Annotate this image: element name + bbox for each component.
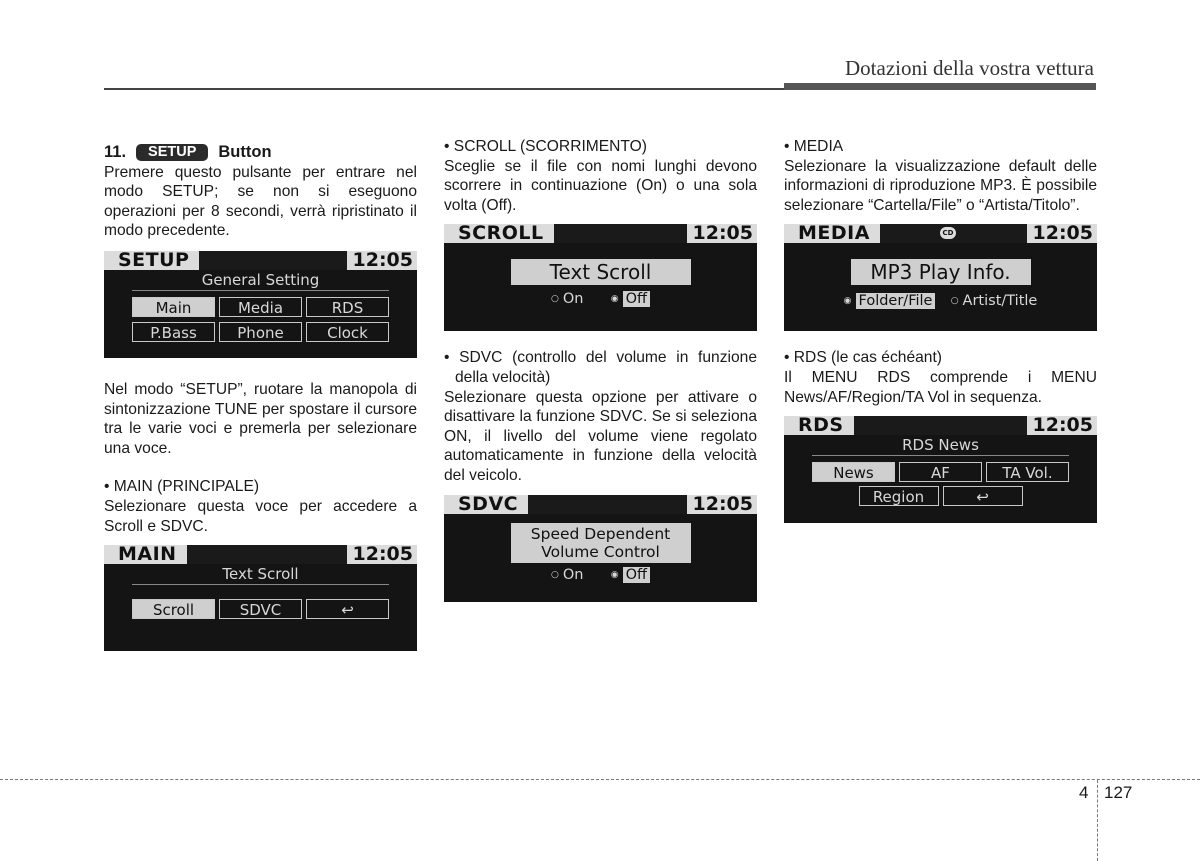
screen-subtitle: Text Scroll [222, 565, 299, 584]
screen-clock: 12:05 [687, 224, 757, 243]
setup-intro-text: Premere questo pulsante per entrare nel modo SETUP; se non si eseguono operazioni per 8 secondi, verrà ripristinato il modo precedente. [104, 163, 417, 240]
screen-name: SCROLL [444, 224, 554, 243]
scroll-screen [444, 224, 757, 331]
main-screen [104, 545, 417, 651]
media-screen [784, 224, 1097, 331]
menu-button-news[interactable]: News [812, 462, 895, 482]
menu-button-pbass[interactable]: P.Bass [132, 322, 215, 342]
screen-name: MEDIA [784, 224, 880, 243]
section-heading [104, 143, 417, 163]
menu-button-phone[interactable]: Phone [219, 322, 302, 342]
column-3 [784, 137, 1097, 523]
back-button[interactable]: ↩ [943, 486, 1023, 506]
setup-navigation-text: Nel modo “SETUP”, ruotare la manopola di sintonizzazione TUNE per spostare il cursore tra le varie voci e premerla per selezionare una voce. [104, 380, 417, 457]
sdvc-bullet: • SDVC (controllo del volume in funzione della velocità) [444, 349, 757, 386]
cd-icon: CD [940, 227, 956, 239]
sdvc-description: Selezionare questa opzione per attivare o disattivare la funzione SDVC. Se si seleziona ON, il livello del volume viene regolato automaticamente in funzione della velocità del veicolo. [444, 388, 757, 484]
setup-button-badge: SETUP [136, 144, 208, 161]
column-1 [104, 137, 417, 651]
screen-subtitle: RDS News [902, 436, 979, 455]
footer-rule [0, 779, 1200, 780]
sdvc-screen [444, 495, 757, 602]
screen-name: SDVC [444, 495, 528, 514]
rds-screen [784, 416, 1097, 523]
option-on[interactable]: On [562, 291, 584, 308]
screen-name: RDS [784, 416, 854, 435]
menu-button-scroll[interactable]: Scroll [132, 599, 215, 619]
option-on[interactable]: On [562, 566, 584, 583]
footer-divider [1097, 780, 1098, 861]
screen-clock: 12:05 [1027, 416, 1097, 435]
rds-bullet: • RDS (le cas échéant) [784, 349, 942, 367]
screen-title-box: MP3 Play Info. [851, 259, 1031, 285]
main-bullet: • MAIN (PRINCIPALE) [104, 478, 260, 496]
back-button[interactable]: ↩ [306, 599, 389, 619]
column-2 [444, 137, 757, 602]
option-folder-file[interactable]: Folder/File [856, 293, 936, 309]
screen-clock: 12:05 [687, 495, 757, 514]
page-number: 127 [1104, 783, 1133, 802]
menu-button-sdvc[interactable]: SDVC [219, 599, 302, 619]
header-rule-accent [784, 83, 1096, 90]
media-bullet: • MEDIA [784, 138, 844, 155]
section-number: 11. [104, 143, 127, 161]
on-off-selector[interactable]: ○ On ◉ Off [444, 290, 757, 308]
scroll-description: Sceglie se il file con nomi lunghi devono scorrere in continuazione (On) o una sola volta (Off). [444, 157, 757, 214]
option-off[interactable]: Off [623, 291, 650, 307]
screen-name: MAIN [104, 545, 187, 564]
header-rule [104, 88, 784, 90]
menu-button-af[interactable]: AF [899, 462, 982, 482]
menu-button-media[interactable]: Media [219, 297, 302, 317]
screen-name: SETUP [104, 251, 199, 270]
setup-screen [104, 251, 417, 358]
screen-clock: 12:05 [347, 251, 417, 270]
screen-clock: 12:05 [347, 545, 417, 564]
option-off[interactable]: Off [623, 567, 650, 583]
menu-button-region[interactable]: Region [859, 486, 939, 506]
page-header-title: Dotazioni della vostra vettura [845, 56, 1094, 80]
screen-title-box: Text Scroll [511, 259, 691, 285]
section-word: Button [218, 143, 272, 161]
screen-clock: 12:05 [1027, 224, 1097, 243]
chapter-number: 4 [1079, 783, 1089, 802]
on-off-selector[interactable]: ○ On ◉ Off [444, 566, 757, 584]
title-line-2: Volume Control [541, 542, 660, 561]
menu-button-rds[interactable]: RDS [306, 297, 389, 317]
rds-description: Il MENU RDS comprende i MENU News/AF/Region/TA Vol in sequenza. [784, 368, 1097, 406]
menu-button-main[interactable]: Main [132, 297, 215, 317]
display-option-selector[interactable]: ◉ Folder/File ○ Artist/Title [843, 293, 1038, 310]
option-artist-title[interactable]: Artist/Title [962, 293, 1038, 310]
menu-button-clock[interactable]: Clock [306, 322, 389, 342]
main-description: Selezionare questa voce per accedere a Scroll e SDVC. [104, 497, 417, 535]
menu-button-ta-vol[interactable]: TA Vol. [986, 462, 1069, 482]
scroll-bullet: • SCROLL (SCORRIMENTO) [444, 138, 648, 155]
media-description: Selezionare la visualizzazione default delle informazioni di riproduzione MP3. È possibile selezionare “Cartella/File” o “Artista/Titolo”. [784, 157, 1097, 214]
title-line-1: Speed Dependent [530, 524, 671, 543]
screen-subtitle: General Setting [201, 270, 320, 289]
screen-title-box [511, 523, 691, 563]
